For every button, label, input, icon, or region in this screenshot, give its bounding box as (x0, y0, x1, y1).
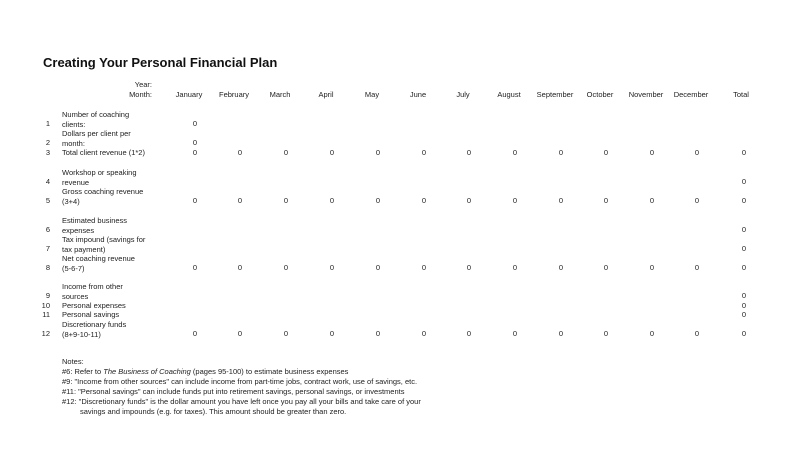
cell-june: 0 (421, 196, 426, 205)
cell-july: 0 (466, 263, 471, 272)
row-label: Net coaching revenue (62, 254, 135, 263)
cell-february: 0 (237, 329, 242, 338)
cell-january: 0 (192, 138, 197, 147)
notes-heading: Notes: (62, 357, 84, 366)
row-label: (5-6-7) (62, 263, 85, 273)
cell-february: 0 (237, 148, 242, 157)
cell-total: 0 (741, 225, 746, 234)
note-11: #11: "Personal savings" can include funds put into retirement savings, personal savings, or investments (62, 387, 405, 396)
cell-total: 0 (741, 244, 746, 253)
row-label: Income from other (62, 282, 123, 291)
cell-total: 0 (741, 196, 746, 205)
cell-total: 0 (741, 177, 746, 186)
cell-april: 0 (329, 196, 334, 205)
cell-march: 0 (283, 196, 288, 205)
cell-january: 0 (192, 263, 197, 272)
cell-january: 0 (192, 329, 197, 338)
column-header-february: February (218, 90, 249, 99)
row-label: sources (62, 291, 89, 301)
cell-february: 0 (237, 263, 242, 272)
column-header-total: Total (733, 90, 749, 99)
column-header-october: October (586, 90, 614, 99)
cell-august: 0 (512, 196, 517, 205)
cell-july: 0 (466, 148, 471, 157)
cell-june: 0 (421, 148, 426, 157)
cell-november: 0 (649, 263, 654, 272)
row-label: Discretionary funds (62, 320, 127, 329)
row-number: 3 (45, 148, 50, 157)
column-header-september: September (536, 90, 574, 99)
row-number: 6 (45, 225, 50, 234)
column-header-may: May (364, 90, 380, 99)
row-label: revenue (62, 177, 90, 187)
row-number: 9 (45, 291, 50, 300)
cell-december: 0 (694, 148, 699, 157)
cell-total: 0 (741, 301, 746, 310)
note-6: #6: Refer to The Business of Coaching (pages 95-100) to estimate business expenses (62, 367, 349, 376)
cell-total: 0 (741, 329, 746, 338)
column-header-july: July (456, 90, 470, 99)
cell-december: 0 (694, 196, 699, 205)
book-title: The Business of Coaching (103, 367, 191, 376)
row-number: 11 (42, 310, 50, 319)
row-number: 10 (41, 301, 50, 310)
row-label: Total client revenue (1*2) (62, 148, 145, 157)
row-number: 12 (41, 329, 50, 338)
row-number: 5 (45, 196, 50, 205)
row-label: Tax impound (savings for (62, 235, 146, 244)
row-number: 7 (45, 244, 50, 253)
column-header-june: June (409, 90, 427, 99)
cell-october: 0 (603, 148, 608, 157)
row-label: Dollars per client per (62, 129, 131, 138)
cell-july: 0 (466, 329, 471, 338)
cell-may: 0 (375, 263, 380, 272)
column-header-january: January (175, 90, 203, 99)
note-12: #12: "Discretionary funds" is the dollar amount you have left once you pay all your bills and take care of your (62, 397, 421, 406)
cell-february: 0 (237, 196, 242, 205)
cell-may: 0 (375, 196, 380, 205)
row-number: 2 (45, 138, 50, 147)
cell-december: 0 (694, 329, 699, 338)
row-label: (3+4) (62, 196, 80, 206)
cell-august: 0 (512, 148, 517, 157)
page-title: Creating Your Personal Financial Plan (43, 55, 278, 70)
cell-july: 0 (466, 196, 471, 205)
cell-december: 0 (694, 263, 699, 272)
year-label: Year: (134, 80, 152, 89)
cell-september: 0 (558, 148, 563, 157)
cell-total: 0 (741, 263, 746, 272)
row-label: tax payment) (62, 244, 106, 254)
cell-october: 0 (603, 196, 608, 205)
row-label: Personal expenses (62, 301, 126, 310)
cell-total: 0 (741, 310, 746, 319)
cell-april: 0 (329, 263, 334, 272)
cell-october: 0 (603, 329, 608, 338)
column-header-november: November (628, 90, 664, 99)
row-label: clients: (62, 119, 86, 129)
cell-january: 0 (192, 119, 197, 128)
cell-total: 0 (741, 148, 746, 157)
month-label: Month: (129, 90, 152, 99)
row-label: Number of coaching (62, 110, 130, 119)
cell-april: 0 (329, 148, 334, 157)
cell-november: 0 (649, 196, 654, 205)
cell-june: 0 (421, 329, 426, 338)
cell-august: 0 (512, 329, 517, 338)
cell-march: 0 (283, 329, 288, 338)
cell-january: 0 (192, 148, 197, 157)
cell-september: 0 (558, 196, 563, 205)
cell-march: 0 (283, 263, 288, 272)
row-number: 8 (45, 263, 50, 272)
column-header-april: April (318, 90, 334, 99)
note-12-continued: savings and impounds (e.g. for taxes). This amount should be greater than zero. (80, 407, 347, 416)
cell-september: 0 (558, 263, 563, 272)
row-number: 4 (45, 177, 50, 186)
cell-august: 0 (512, 263, 517, 272)
cell-november: 0 (649, 148, 654, 157)
note-9: #9: "Income from other sources" can include income from part-time jobs, contract work, use of savings, etc. (62, 377, 418, 386)
cell-march: 0 (283, 148, 288, 157)
cell-november: 0 (649, 329, 654, 338)
row-label: month: (62, 138, 85, 148)
row-number: 1 (45, 119, 50, 128)
column-header-march: March (269, 90, 291, 99)
column-header-december: December (673, 90, 709, 99)
row-label: Estimated business (62, 216, 128, 225)
cell-october: 0 (603, 263, 608, 272)
cell-april: 0 (329, 329, 334, 338)
cell-may: 0 (375, 148, 380, 157)
cell-may: 0 (375, 329, 380, 338)
row-label: (8+9-10-11) (62, 329, 101, 339)
row-label: expenses (62, 225, 95, 235)
row-label: Personal savings (62, 310, 120, 319)
cell-january: 0 (192, 196, 197, 205)
row-label: Workshop or speaking (62, 168, 137, 177)
column-header-august: August (497, 90, 521, 99)
notes-section (62, 357, 421, 417)
cell-total: 0 (741, 291, 746, 300)
cell-june: 0 (421, 263, 426, 272)
cell-september: 0 (558, 329, 563, 338)
row-label: Gross coaching revenue (62, 187, 144, 196)
